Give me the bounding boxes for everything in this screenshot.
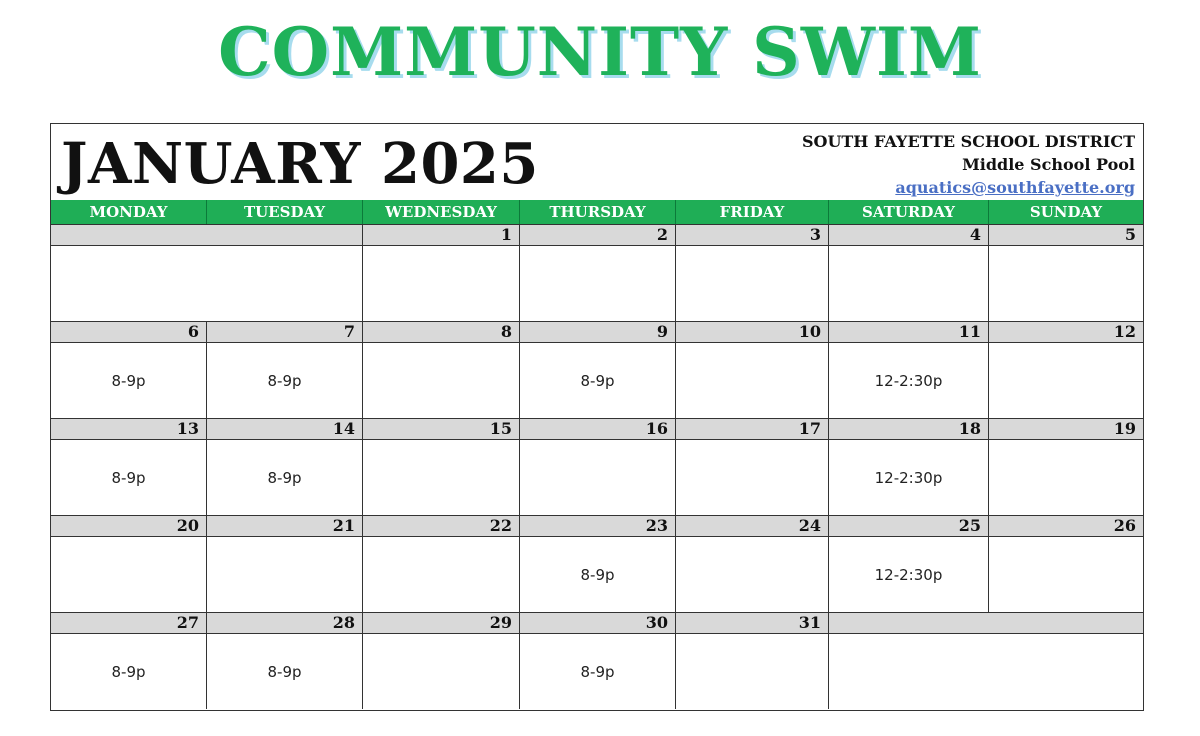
weekday-wednesday: WEDNESDAY [363,200,520,224]
date-number: 7 [207,322,363,342]
swim-time: 8-9p [51,440,207,515]
schedule-row [51,343,1143,418]
swim-time [363,246,520,321]
date-number: 24 [676,516,829,536]
swim-time [989,440,1143,515]
swim-time [989,537,1143,612]
date-number: 28 [207,613,363,633]
swim-time [676,246,829,321]
swim-time [989,634,1143,709]
contact-info [802,130,1135,199]
swim-time [676,537,829,612]
date-number: 3 [676,225,829,245]
date-number: 12 [1113,322,1136,341]
district-name: SOUTH FAYETTE SCHOOL DISTRICT [801,132,1135,151]
calendar-header [51,124,1143,200]
swim-time: 8-9p [207,440,363,515]
date-number: 23 [520,516,676,536]
swim-time [363,440,520,515]
date-number: 1 [363,225,520,245]
date-number: 4 [829,225,989,245]
swim-time [207,246,363,321]
date-number [207,225,363,245]
weekday-tuesday: TUESDAY [207,200,363,224]
date-number: 14 [207,419,363,439]
swim-time [829,246,989,321]
calendar-week [51,515,1143,612]
swim-time: 8-9p [520,537,676,612]
date-number-row [51,612,1143,634]
swim-time [363,634,520,709]
date-number: 25 [829,516,989,536]
date-number: 15 [363,419,520,439]
date-number: 9 [520,322,676,342]
swim-time: 8-9p [207,634,363,709]
swim-time [51,246,207,321]
swim-time [676,440,829,515]
date-number: 6 [51,322,207,342]
date-number: 31 [676,613,829,633]
weekday-sunday: SUNDAY [1029,203,1103,221]
date-number: 19 [1113,419,1136,438]
weekday-saturday: SATURDAY [829,200,989,224]
date-number: 2 [520,225,676,245]
date-number: 26 [1113,516,1136,535]
swim-time [363,537,520,612]
calendar-week [51,612,1143,709]
swim-time [989,343,1143,418]
weeks-grid [51,224,1143,709]
weekday-header-row [51,200,1143,224]
schedule-row [51,634,1143,709]
swim-time [676,343,829,418]
weekday-friday: FRIDAY [676,200,829,224]
swim-time [829,634,989,709]
swim-time [207,537,363,612]
date-number: 16 [520,419,676,439]
weekday-thursday: THURSDAY [520,200,676,224]
swim-time [520,440,676,515]
date-number: 29 [363,613,520,633]
calendar-week [51,224,1143,321]
banner-title: COMMUNITY SWIM [218,13,982,91]
date-number: 18 [829,419,989,439]
calendar-week [51,418,1143,515]
month-title: JANUARY 2025 [61,131,539,197]
date-number [51,225,207,245]
swim-time [989,246,1143,321]
date-number [829,613,989,633]
date-number: 13 [51,419,207,439]
swim-time [51,537,207,612]
schedule-row [51,537,1143,612]
calendar-week [51,321,1143,418]
swim-time: 8-9p [51,343,207,418]
date-number: 30 [520,613,676,633]
swim-time: 8-9p [51,634,207,709]
swim-time [676,634,829,709]
weekday-monday: MONDAY [51,200,207,224]
date-number: 10 [676,322,829,342]
date-number-row [51,321,1143,343]
calendar [50,123,1144,711]
pool-location: Middle School Pool [962,155,1135,174]
swim-time: 8-9p [520,634,676,709]
swim-time: 8-9p [207,343,363,418]
date-number: 21 [207,516,363,536]
swim-time: 12-2:30p [829,343,989,418]
swim-time [520,246,676,321]
swim-time: 12-2:30p [829,537,989,612]
date-number: 20 [51,516,207,536]
schedule-row [51,246,1143,321]
date-number-row [51,515,1143,537]
date-number [989,613,1143,633]
swim-time: 12-2:30p [829,440,989,515]
swim-time: 8-9p [520,343,676,418]
date-number-row [51,418,1143,440]
swim-time [363,343,520,418]
date-number-row [51,224,1143,246]
date-number: 5 [1124,225,1136,244]
date-number: 11 [829,322,989,342]
date-number: 17 [676,419,829,439]
email-link[interactable]: aquatics@southfayette.org [895,178,1135,197]
date-number: 8 [363,322,520,342]
date-number: 22 [363,516,520,536]
schedule-row [51,440,1143,515]
date-number: 27 [51,613,207,633]
